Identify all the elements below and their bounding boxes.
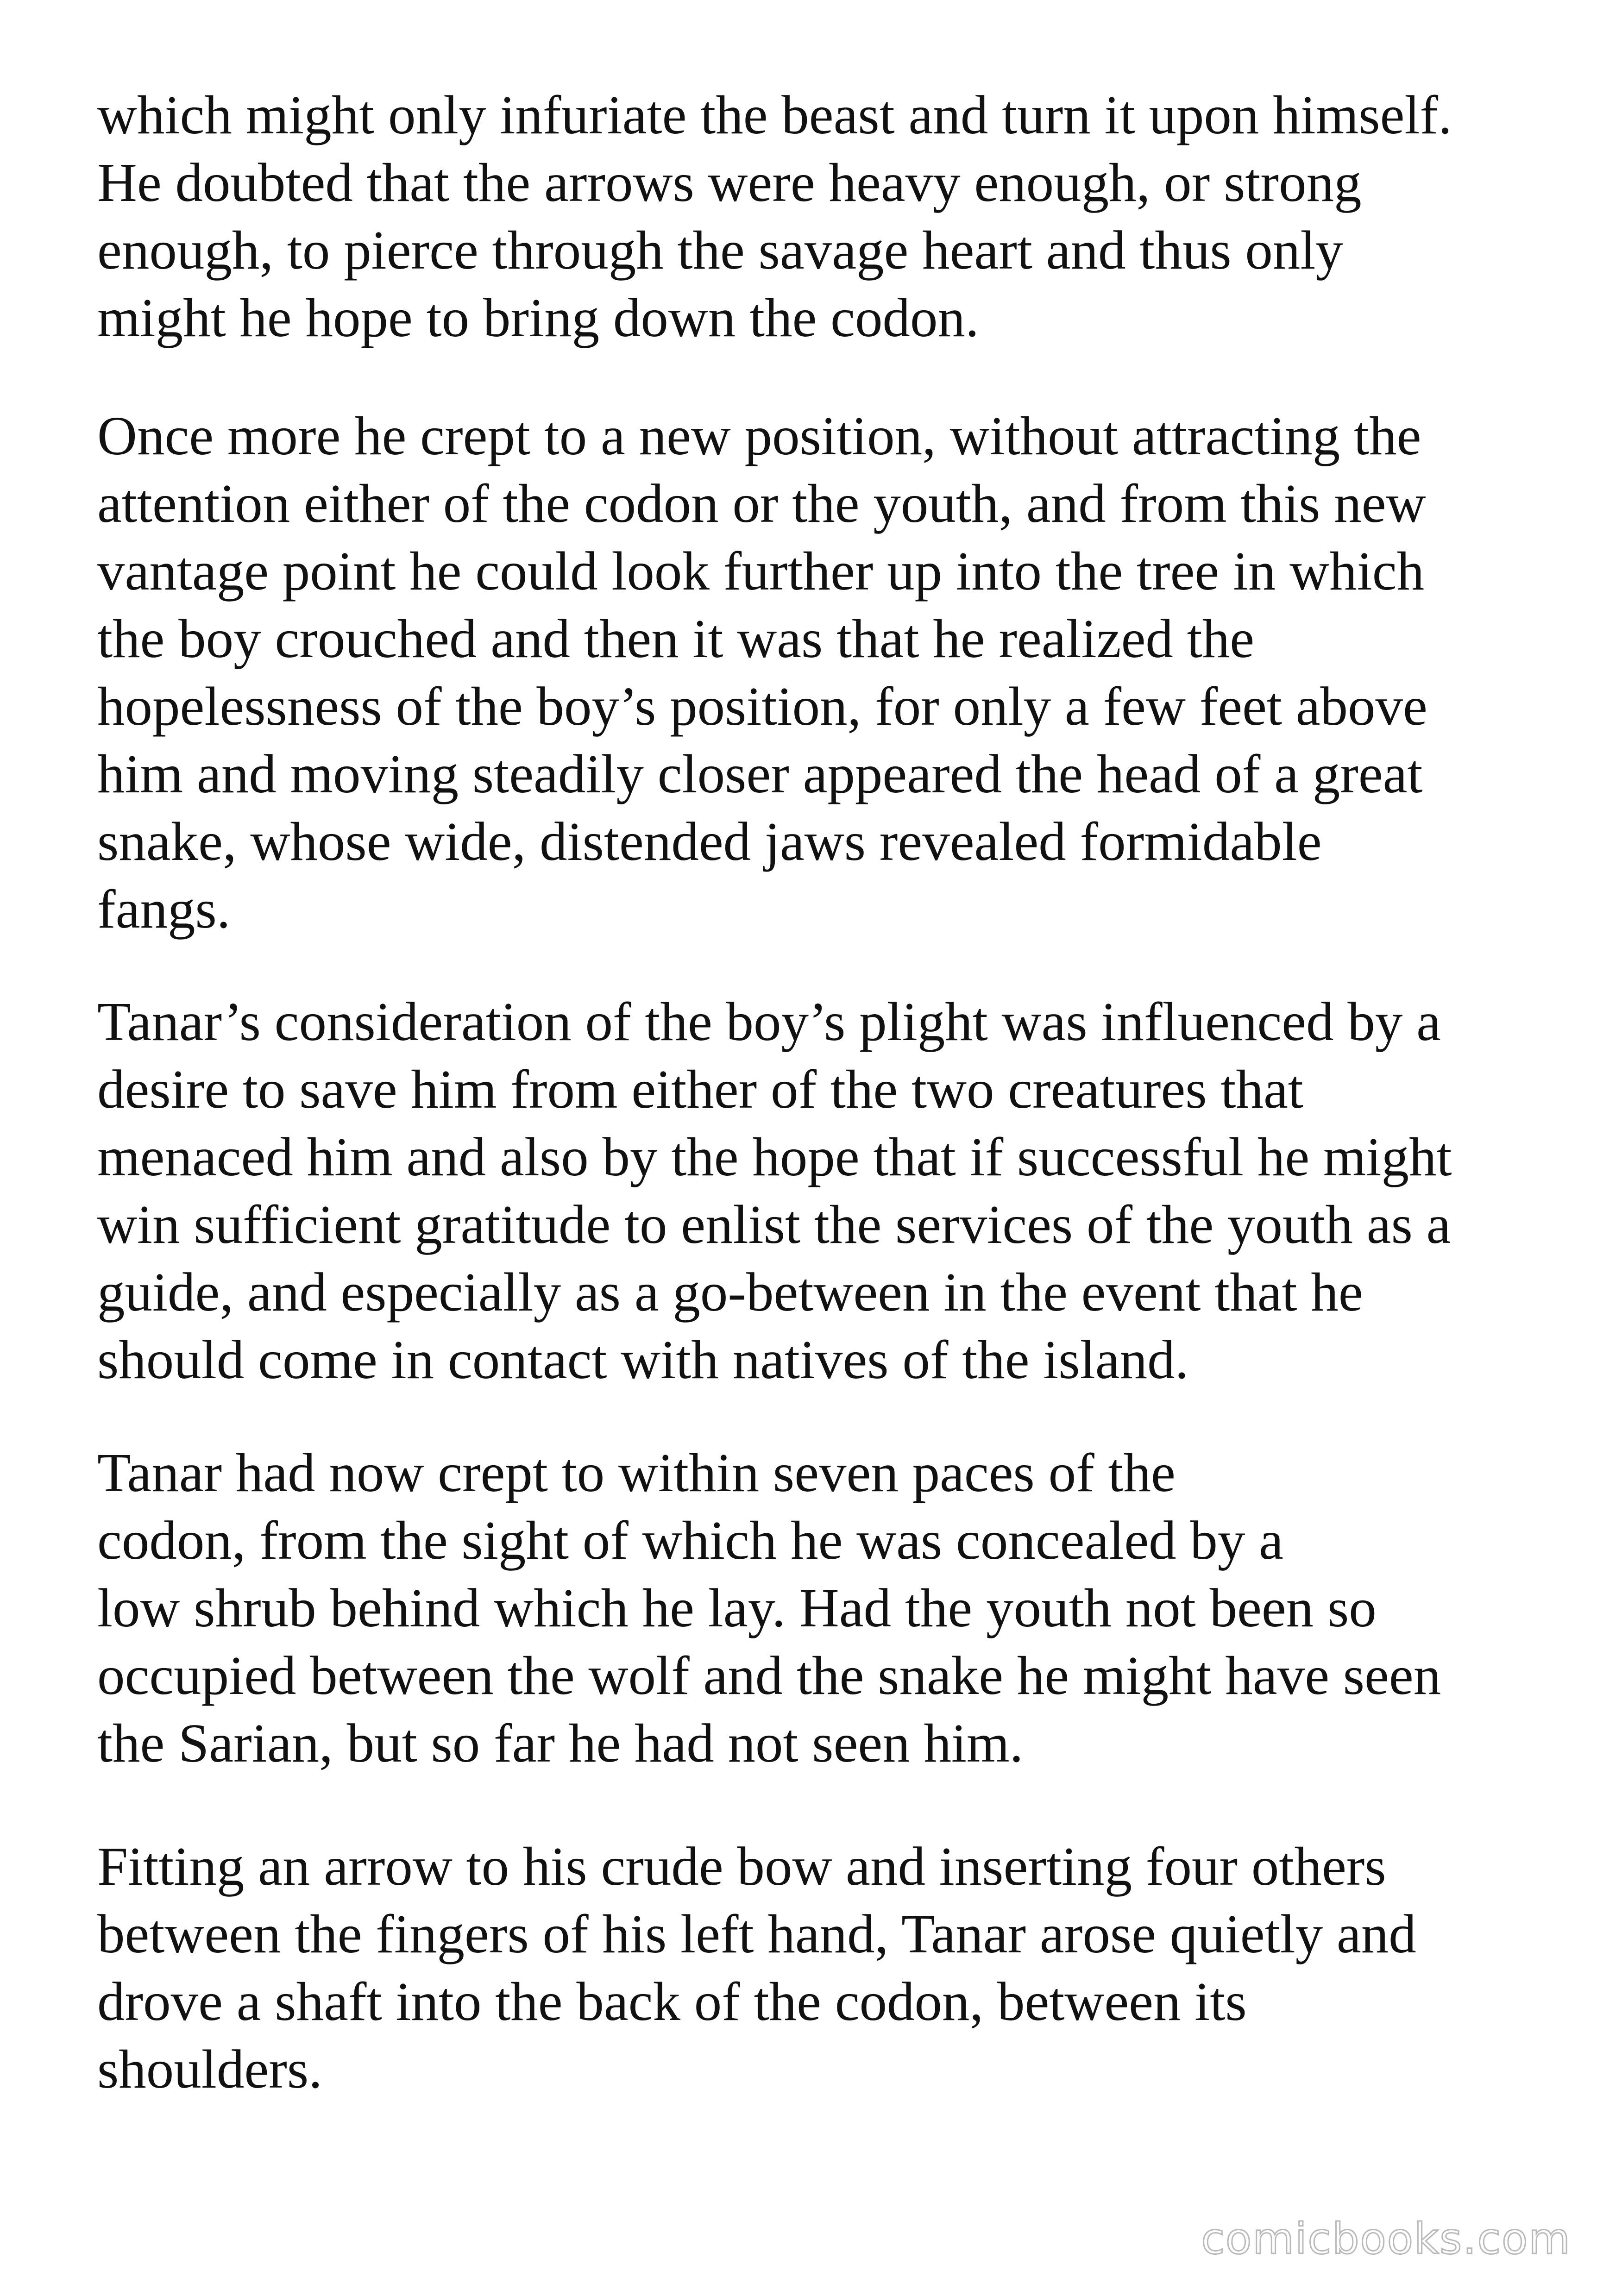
text-line: guide, and especially as a go-between in the event that he — [97, 1261, 1363, 1323]
text-line: might he hope to bring down the codon. — [97, 287, 979, 348]
paragraph-5 — [97, 1832, 1556, 2103]
text-line: win sufficient gratitude to enlist the services of the youth as a — [97, 1194, 1451, 1255]
text-line: menaced him and also by the hope that if successful he might — [97, 1126, 1452, 1187]
text-line: the Sarian, but so far he had not seen him. — [97, 1713, 1024, 1774]
text-line: codon, from the sight of which he was concealed by a — [97, 1510, 1283, 1571]
text-line: He doubted that the arrows were heavy enough, or strong — [97, 152, 1362, 213]
text-line: snake, whose wide, distended jaws revealed formidable — [97, 811, 1322, 872]
watermark-logo: comicbooks.com — [1201, 2214, 1571, 2264]
text-line: Tanar’s consideration of the boy’s plight was influenced by a — [97, 991, 1441, 1052]
text-line: him and moving steadily closer appeared the head of a great — [97, 743, 1423, 804]
text-line: vantage point he could look further up into the tree in which — [97, 540, 1425, 602]
text-line: desire to save him from either of the two creatures that — [97, 1059, 1303, 1120]
text-line: shoulders. — [97, 2039, 322, 2100]
text-line: Once more he crept to a new position, without attracting the — [97, 405, 1421, 466]
text-line: which might only infuriate the beast and turn it upon himself. — [97, 84, 1452, 145]
text-line: occupied between the wolf and the snake he might have seen — [97, 1645, 1441, 1706]
text-line: low shrub behind which he lay. Had the youth not been so — [97, 1577, 1377, 1638]
text-line: Fitting an arrow to his crude bow and inserting four others — [97, 1836, 1386, 1897]
paragraph-1 — [97, 81, 1556, 351]
text-line: between the fingers of his left hand, Tanar arose quietly and — [97, 1903, 1416, 1964]
text-line: hopelessness of the boy’s position, for only a few feet above — [97, 676, 1427, 737]
paragraph-3 — [97, 988, 1556, 1393]
text-line: fangs. — [97, 878, 231, 940]
text-line: drove a shaft into the back of the codon, between its — [97, 1971, 1247, 2032]
text-line: Tanar had now crept to within seven paces of the — [97, 1442, 1176, 1503]
paragraph-2 — [97, 402, 1556, 943]
text-line: should come in contact with natives of the island. — [97, 1329, 1189, 1390]
paragraph-4 — [97, 1439, 1556, 1777]
text-line: enough, to pierce through the savage heart and thus only — [97, 220, 1343, 281]
text-line: the boy crouched and then it was that he realized the — [97, 608, 1255, 669]
text-line: attention either of the codon or the youth, and from this new — [97, 473, 1426, 534]
